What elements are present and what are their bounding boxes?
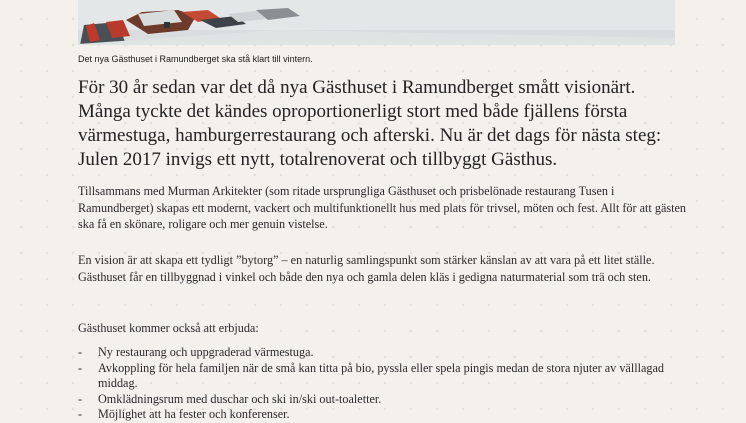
list-item-text: Möjlighet att ha fester och konferenser. bbox=[98, 407, 290, 421]
list-item-text: Avkoppling för hela familjen när de små kan titta på bio, pyssla eller spela pingis medan de stora njuter av välllagad middag. bbox=[98, 360, 664, 390]
photo-caption: Det nya Gästhuset i Ramundberget ska stå klart till vintern. bbox=[78, 54, 313, 64]
building-image bbox=[78, 0, 675, 45]
list-bullet: - bbox=[78, 345, 83, 359]
body-paragraph: Gästhuset kommer också att erbjuda: bbox=[78, 321, 259, 335]
list-item bbox=[78, 407, 688, 423]
list-item bbox=[78, 361, 688, 392]
article-photo bbox=[78, 0, 675, 45]
feature-list bbox=[78, 345, 688, 423]
list-bullet: - bbox=[78, 360, 83, 375]
body-paragraph: En vision är att skapa ett tydligt ”bytorg” – en naturlig samlingspunkt som stärker känslan av att vara på ett litet ställe. Gästhuset får en tillbyggnad i vinkel och både den nya och gamla delen kläs i gedigna naturmaterial som trä och sten. bbox=[78, 253, 655, 284]
lead-paragraph: För 30 år sedan var det då nya Gästhuset i Ramundberget smått visionärt. Många tyckte det kändes oproportionerligt stort med både fjällens första värmestuga, hamburgerrestaurang och afterski. Nu är det dags för nästa steg: Julen 2017 invigs ett nytt, totalrenoverat och tillbyggt Gästhus. bbox=[78, 77, 662, 170]
list-bullet: - bbox=[78, 407, 83, 421]
body-paragraph: Tillsammans med Murman Arkitekter (som ritade ursprungliga Gästhuset och prisbelönade restaurang Tusen i Ramundberget) skapas ett modernt, vackert och multifunktionellt hus med plats för trivsel, möten och fest. Allt för att gästen ska få en skönare, roligare och mer genuin vistelse. bbox=[78, 184, 686, 231]
list-bullet: - bbox=[78, 391, 83, 406]
article bbox=[78, 0, 686, 421]
list-item bbox=[78, 345, 688, 361]
list-item-text: Ny restaurang och uppgraderad värmestuga. bbox=[98, 345, 314, 359]
list-item bbox=[78, 392, 688, 408]
list-item-text: Omklädningsrum med duschar och ski in/ski out-toaletter. bbox=[98, 391, 382, 406]
